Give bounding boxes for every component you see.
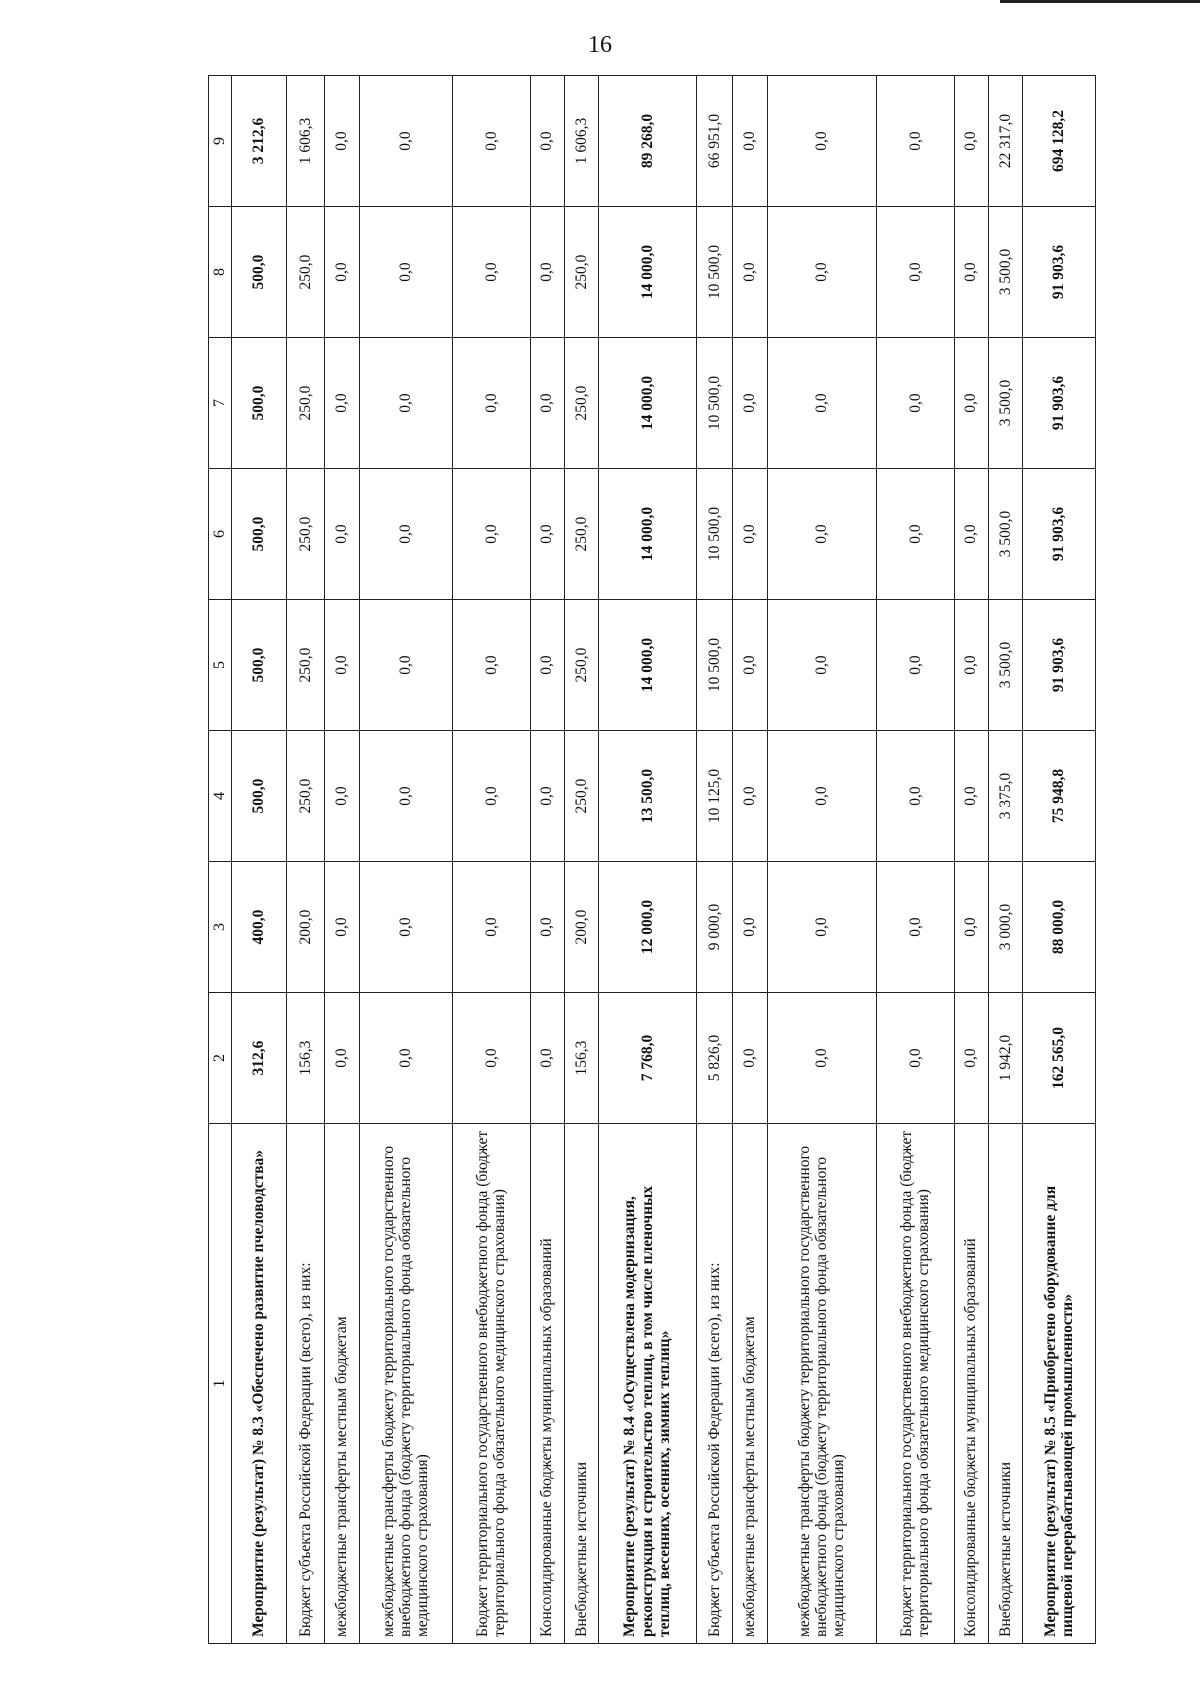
value-cell: 0,0 <box>954 731 988 862</box>
value-cell: 0,0 <box>359 76 452 207</box>
table-row <box>988 76 1022 1644</box>
value-cell: 0,0 <box>767 731 876 862</box>
value-cell: 0,0 <box>733 338 767 469</box>
value-cell: 3 000,0 <box>988 862 1022 993</box>
column-header: 3 <box>209 862 232 993</box>
value-cell: 250,0 <box>564 207 598 338</box>
column-header: 4 <box>209 731 232 862</box>
value-cell: 0,0 <box>530 993 564 1124</box>
value-cell: 75 948,8 <box>1022 731 1095 862</box>
value-cell: 0,0 <box>767 469 876 600</box>
value-cell: 0,0 <box>453 207 531 338</box>
value-cell: 0,0 <box>733 600 767 731</box>
column-header: 2 <box>209 993 232 1124</box>
value-cell: 0,0 <box>453 862 531 993</box>
row-label: Бюджет территориального государственного внебюджетного фонда (бюджет территориального фонда обязательного медицинского страхования) <box>453 1124 531 1644</box>
value-cell: 500,0 <box>231 469 286 600</box>
value-cell: 14 000,0 <box>598 207 696 338</box>
value-cell: 9 000,0 <box>696 862 732 993</box>
column-header: 5 <box>209 600 232 731</box>
value-cell: 0,0 <box>530 600 564 731</box>
value-cell: 0,0 <box>325 338 359 469</box>
budget-table <box>208 75 1096 1644</box>
header-row <box>209 76 232 1644</box>
value-cell: 0,0 <box>767 862 876 993</box>
value-cell: 0,0 <box>359 731 452 862</box>
value-cell: 10 125,0 <box>696 731 732 862</box>
value-cell: 0,0 <box>325 207 359 338</box>
value-cell: 0,0 <box>767 600 876 731</box>
value-cell: 0,0 <box>954 600 988 731</box>
value-cell: 0,0 <box>877 76 955 207</box>
value-cell: 0,0 <box>877 469 955 600</box>
value-cell: 0,0 <box>359 469 452 600</box>
value-cell: 250,0 <box>286 731 325 862</box>
table-row <box>733 76 767 1644</box>
value-cell: 200,0 <box>286 862 325 993</box>
value-cell: 1 606,3 <box>286 76 325 207</box>
value-cell: 13 500,0 <box>598 731 696 862</box>
row-label: межбюджетные трансферты бюджету территориального государственного внебюджетного фонда (бюджету территориального фонда обязательного медицинского страхования) <box>359 1124 452 1644</box>
value-cell: 91 903,6 <box>1022 600 1095 731</box>
value-cell: 1 606,3 <box>564 76 598 207</box>
value-cell: 0,0 <box>877 600 955 731</box>
value-cell: 0,0 <box>954 207 988 338</box>
column-header: 8 <box>209 207 232 338</box>
value-cell: 694 128,2 <box>1022 76 1095 207</box>
value-cell: 14 000,0 <box>598 338 696 469</box>
value-cell: 0,0 <box>530 207 564 338</box>
table-row <box>877 76 955 1644</box>
row-label: Мероприятие (результат) № 8.4 «Осуществлена модернизация, реконструкция и строительство теплиц, в том числе пленочных теплиц, весенних, осенних, зимних теплиц» <box>598 1124 696 1644</box>
value-cell: 89 268,0 <box>598 76 696 207</box>
value-cell: 0,0 <box>954 338 988 469</box>
value-cell: 0,0 <box>954 76 988 207</box>
value-cell: 10 500,0 <box>696 469 732 600</box>
value-cell: 0,0 <box>954 469 988 600</box>
value-cell: 0,0 <box>530 76 564 207</box>
column-header: 1 <box>209 1124 232 1644</box>
value-cell: 10 500,0 <box>696 600 732 731</box>
row-label: Мероприятие (результат) № 8.3 «Обеспечено развитие пчеловодства» <box>231 1124 286 1644</box>
table-row <box>767 76 876 1644</box>
value-cell: 0,0 <box>359 600 452 731</box>
value-cell: 0,0 <box>767 993 876 1124</box>
value-cell: 0,0 <box>954 862 988 993</box>
value-cell: 250,0 <box>286 338 325 469</box>
value-cell: 1 942,0 <box>988 993 1022 1124</box>
value-cell: 250,0 <box>286 600 325 731</box>
value-cell: 91 903,6 <box>1022 338 1095 469</box>
rotated-table-container <box>208 76 1096 1644</box>
value-cell: 0,0 <box>359 862 452 993</box>
value-cell: 10 500,0 <box>696 338 732 469</box>
table-row <box>359 76 452 1644</box>
row-label: Бюджет территориального государственного внебюджетного фонда (бюджет территориального фонда обязательного медицинского страхования) <box>877 1124 955 1644</box>
value-cell: 156,3 <box>286 993 325 1124</box>
value-cell: 3 500,0 <box>988 469 1022 600</box>
value-cell: 0,0 <box>325 600 359 731</box>
value-cell: 0,0 <box>453 993 531 1124</box>
value-cell: 91 903,6 <box>1022 469 1095 600</box>
row-label: Консолидированные бюджеты муниципальных образований <box>954 1124 988 1644</box>
value-cell: 0,0 <box>453 76 531 207</box>
column-header: 9 <box>209 76 232 207</box>
value-cell: 0,0 <box>453 600 531 731</box>
value-cell: 0,0 <box>325 731 359 862</box>
value-cell: 0,0 <box>767 76 876 207</box>
value-cell: 500,0 <box>231 600 286 731</box>
value-cell: 14 000,0 <box>598 469 696 600</box>
value-cell: 0,0 <box>733 862 767 993</box>
value-cell: 0,0 <box>325 469 359 600</box>
value-cell: 250,0 <box>564 731 598 862</box>
value-cell: 10 500,0 <box>696 207 732 338</box>
top-rule <box>1000 0 1200 3</box>
value-cell: 5 826,0 <box>696 993 732 1124</box>
table-row <box>231 76 286 1644</box>
value-cell: 0,0 <box>325 862 359 993</box>
value-cell: 14 000,0 <box>598 600 696 731</box>
row-label: межбюджетные трансферты местным бюджетам <box>733 1124 767 1644</box>
value-cell: 3 500,0 <box>988 338 1022 469</box>
value-cell: 3 500,0 <box>988 207 1022 338</box>
value-cell: 250,0 <box>564 338 598 469</box>
value-cell: 0,0 <box>877 207 955 338</box>
value-cell: 0,0 <box>359 338 452 469</box>
value-cell: 0,0 <box>767 338 876 469</box>
value-cell: 3 375,0 <box>988 731 1022 862</box>
value-cell: 200,0 <box>564 862 598 993</box>
value-cell: 66 951,0 <box>696 76 732 207</box>
value-cell: 0,0 <box>954 993 988 1124</box>
value-cell: 0,0 <box>733 76 767 207</box>
table-row <box>453 76 531 1644</box>
table-row <box>696 76 732 1644</box>
value-cell: 0,0 <box>453 469 531 600</box>
row-label: Бюджет субъекта Российской Федерации (всего), из них: <box>696 1124 732 1644</box>
value-cell: 250,0 <box>564 469 598 600</box>
value-cell: 0,0 <box>359 993 452 1124</box>
table-row <box>954 76 988 1644</box>
value-cell: 0,0 <box>767 207 876 338</box>
value-cell: 0,0 <box>530 731 564 862</box>
table-row <box>1022 76 1095 1644</box>
value-cell: 312,6 <box>231 993 286 1124</box>
value-cell: 0,0 <box>877 338 955 469</box>
table-row <box>286 76 325 1644</box>
value-cell: 0,0 <box>877 862 955 993</box>
value-cell: 12 000,0 <box>598 862 696 993</box>
table-row <box>530 76 564 1644</box>
value-cell: 0,0 <box>453 338 531 469</box>
value-cell: 500,0 <box>231 731 286 862</box>
row-label: Внебюджетные источники <box>988 1124 1022 1644</box>
value-cell: 0,0 <box>530 862 564 993</box>
value-cell: 250,0 <box>286 469 325 600</box>
row-label: Мероприятие (результат) № 8.5 «Приобретено оборудование для пищевой перерабатывающей промышленности» <box>1022 1124 1095 1644</box>
value-cell: 400,0 <box>231 862 286 993</box>
value-cell: 0,0 <box>733 469 767 600</box>
value-cell: 0,0 <box>325 993 359 1124</box>
value-cell: 91 903,6 <box>1022 207 1095 338</box>
value-cell: 162 565,0 <box>1022 993 1095 1124</box>
value-cell: 0,0 <box>359 207 452 338</box>
value-cell: 0,0 <box>325 76 359 207</box>
row-label: Консолидированные бюджеты муниципальных образований <box>530 1124 564 1644</box>
value-cell: 250,0 <box>286 207 325 338</box>
value-cell: 0,0 <box>733 993 767 1124</box>
row-label: межбюджетные трансферты бюджету территориального государственного внебюджетного фонда (бюджету территориального фонда обязательного медицинского страхования) <box>767 1124 876 1644</box>
value-cell: 0,0 <box>453 731 531 862</box>
value-cell: 0,0 <box>733 731 767 862</box>
value-cell: 3 212,6 <box>231 76 286 207</box>
row-label: межбюджетные трансферты местным бюджетам <box>325 1124 359 1644</box>
value-cell: 500,0 <box>231 207 286 338</box>
row-label: Бюджет субъекта Российской Федерации (всего), из них: <box>286 1124 325 1644</box>
value-cell: 0,0 <box>877 993 955 1124</box>
column-header: 6 <box>209 469 232 600</box>
value-cell: 88 000,0 <box>1022 862 1095 993</box>
value-cell: 7 768,0 <box>598 993 696 1124</box>
table-row <box>598 76 696 1644</box>
table-row <box>564 76 598 1644</box>
column-header: 7 <box>209 338 232 469</box>
value-cell: 3 500,0 <box>988 600 1022 731</box>
value-cell: 22 317,0 <box>988 76 1022 207</box>
value-cell: 250,0 <box>564 600 598 731</box>
value-cell: 0,0 <box>530 338 564 469</box>
value-cell: 500,0 <box>231 338 286 469</box>
table-row <box>325 76 359 1644</box>
value-cell: 0,0 <box>530 469 564 600</box>
value-cell: 0,0 <box>733 207 767 338</box>
value-cell: 156,3 <box>564 993 598 1124</box>
value-cell: 0,0 <box>877 731 955 862</box>
row-label: Внебюджетные источники <box>564 1124 598 1644</box>
page-number: 16 <box>588 32 612 58</box>
